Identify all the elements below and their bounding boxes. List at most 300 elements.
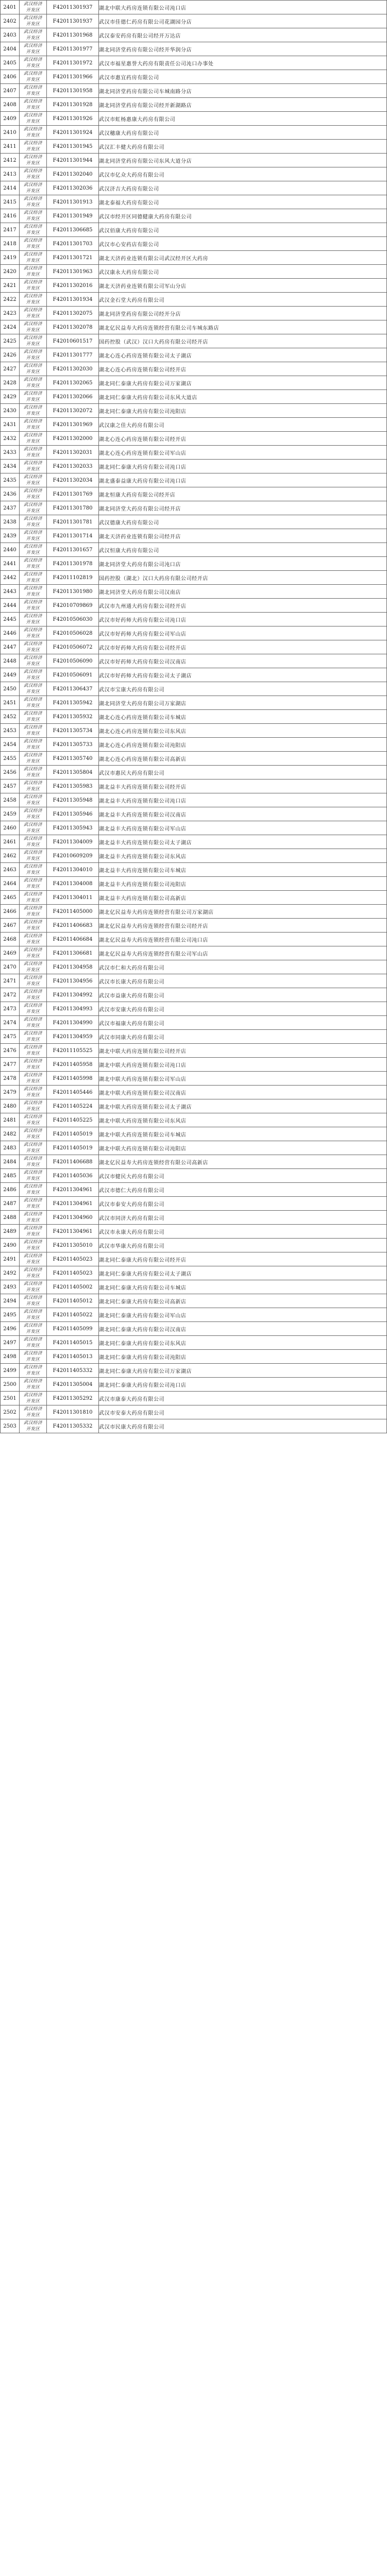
district-cell xyxy=(20,362,47,376)
row-number: 2413 xyxy=(1,167,20,181)
district-line-2: 开发区 xyxy=(26,1287,40,1293)
table-row xyxy=(1,42,387,56)
license-code: F42011405022 xyxy=(47,1308,99,1322)
district-line-1: 武汉经济 xyxy=(23,697,42,702)
district-cell xyxy=(20,1030,47,1044)
row-number: 2426 xyxy=(1,348,20,362)
table-row xyxy=(1,779,387,793)
license-code: F42011306685 xyxy=(47,223,99,237)
district-line-2: 开发区 xyxy=(26,411,40,416)
table-row xyxy=(1,1392,387,1405)
district-cell xyxy=(20,946,47,960)
table-row xyxy=(1,933,387,946)
pharmacy-name: 武汉市好药师大药房有限公司太子湖店 xyxy=(99,668,387,682)
license-code: F42010506090 xyxy=(47,654,99,668)
license-code: F42011301937 xyxy=(47,1,99,14)
pharmacy-name: 武汉恒康大药房有限公司 xyxy=(99,543,387,557)
district-line-1: 武汉经济 xyxy=(23,1295,42,1300)
district-cell xyxy=(20,1002,47,1016)
district-line-1: 武汉经济 xyxy=(23,808,42,814)
pharmacy-name: 湖北心连心药房连锁有限公司军山店 xyxy=(99,446,387,460)
table-row xyxy=(1,974,387,988)
row-number: 2464 xyxy=(1,877,20,891)
district-cell xyxy=(20,98,47,112)
pharmacy-name: 武汉市安康大药房有限公司 xyxy=(99,1002,387,1016)
district-line-1: 武汉经济 xyxy=(23,252,42,257)
district-line-1: 武汉经济 xyxy=(23,29,42,35)
district-cell xyxy=(20,460,47,473)
license-code: F42011301972 xyxy=(47,56,99,70)
district-cell xyxy=(20,654,47,668)
pharmacy-name: 湖北益丰大药房连锁有限公司高新店 xyxy=(99,891,387,905)
district-cell xyxy=(20,195,47,209)
row-number: 2403 xyxy=(1,28,20,42)
table-row xyxy=(1,1072,387,1086)
license-code: F42011305010 xyxy=(47,1239,99,1252)
pharmacy-name: 武汉市福康大药房有限公司 xyxy=(99,1016,387,1030)
district-line-2: 开发区 xyxy=(26,1134,40,1140)
district-line-1: 武汉经济 xyxy=(23,377,42,382)
pharmacy-name: 国药控股（武汉）汉口大药房有限公司经开店 xyxy=(99,334,387,348)
table-row xyxy=(1,1183,387,1197)
license-code: F42010506091 xyxy=(47,668,99,682)
row-number: 2497 xyxy=(1,1336,20,1350)
row-number: 2500 xyxy=(1,1378,20,1392)
district-line-2: 开发区 xyxy=(26,22,40,27)
district-cell xyxy=(20,42,47,56)
pharmacy-name: 湖北恒康大药房有限公司经开店 xyxy=(99,487,387,501)
table-row xyxy=(1,807,387,821)
district-line-1: 武汉经济 xyxy=(23,1212,42,1217)
table-row xyxy=(1,640,387,654)
district-line-1: 武汉经济 xyxy=(23,767,42,772)
license-code: F42011304990 xyxy=(47,1016,99,1030)
district-cell xyxy=(20,209,47,223)
pharmacy-name: 湖北心连心药房连锁有限公司经开店 xyxy=(99,432,387,446)
table-row xyxy=(1,404,387,418)
row-number: 2496 xyxy=(1,1322,20,1336)
table-row xyxy=(1,28,387,42)
district-line-2: 开发区 xyxy=(26,8,40,13)
table-row xyxy=(1,1058,387,1072)
pharmacy-name: 武汉康永大药房有限公司 xyxy=(99,265,387,279)
license-code: F42011405023 xyxy=(47,1252,99,1266)
district-cell xyxy=(20,738,47,752)
district-line-2: 开发区 xyxy=(26,216,40,222)
district-cell xyxy=(20,1294,47,1308)
table-row xyxy=(1,279,387,293)
table-row xyxy=(1,1336,387,1350)
pharmacy-name: 湖北心连心药房连锁有限公司沌阳店 xyxy=(99,738,387,752)
district-line-2: 开发区 xyxy=(26,550,40,555)
row-number: 2476 xyxy=(1,1044,20,1058)
row-number: 2468 xyxy=(1,933,20,946)
district-line-2: 开发区 xyxy=(26,1162,40,1167)
district-line-2: 开发区 xyxy=(26,355,40,361)
district-cell xyxy=(20,710,47,724)
district-cell xyxy=(20,919,47,933)
district-line-2: 开发区 xyxy=(26,1371,40,1376)
row-number: 2425 xyxy=(1,334,20,348)
district-line-2: 开发区 xyxy=(26,1218,40,1223)
district-cell xyxy=(20,251,47,265)
license-code: F42011301945 xyxy=(47,140,99,154)
license-code: F42011301963 xyxy=(47,265,99,279)
district-line-1: 武汉经济 xyxy=(23,1003,42,1008)
row-number: 2435 xyxy=(1,473,20,487)
district-line-2: 开发区 xyxy=(26,995,40,1001)
district-line-1: 武汉经济 xyxy=(23,1337,42,1342)
district-line-1: 武汉经济 xyxy=(23,961,42,967)
license-code: F42011304010 xyxy=(47,863,99,877)
license-code: F42011405332 xyxy=(47,1364,99,1378)
license-code: F42011405225 xyxy=(47,1113,99,1127)
row-number: 2411 xyxy=(1,140,20,154)
district-cell xyxy=(20,404,47,418)
license-code: F42011305983 xyxy=(47,779,99,793)
license-code: F42011306437 xyxy=(47,682,99,696)
license-code: F42011301968 xyxy=(47,28,99,42)
district-cell xyxy=(20,821,47,835)
district-line-1: 武汉经济 xyxy=(23,586,42,591)
district-line-1: 武汉经济 xyxy=(23,15,42,21)
district-line-1: 武汉经济 xyxy=(23,1198,42,1203)
district-cell xyxy=(20,1405,47,1419)
pharmacy-name: 湖北同仁泰康大药房有限公司高新店 xyxy=(99,1294,387,1308)
row-number: 2412 xyxy=(1,154,20,167)
district-cell xyxy=(20,1225,47,1239)
district-line-1: 武汉经济 xyxy=(23,558,42,563)
district-line-2: 开发区 xyxy=(26,940,40,945)
pharmacy-name: 湖北益丰大药房连锁有限公司太子湖店 xyxy=(99,835,387,849)
district-line-2: 开发区 xyxy=(26,286,40,291)
table-row xyxy=(1,1322,387,1336)
row-number: 2446 xyxy=(1,626,20,640)
row-number: 2484 xyxy=(1,1155,20,1169)
pharmacy-name: 湖北同济堂药房有限公司东风大道分店 xyxy=(99,154,387,167)
district-line-1: 武汉经济 xyxy=(23,572,42,577)
row-number: 2499 xyxy=(1,1364,20,1378)
row-number: 2479 xyxy=(1,1086,20,1099)
district-line-2: 开发区 xyxy=(26,703,40,708)
district-cell xyxy=(20,1322,47,1336)
district-line-1: 武汉经济 xyxy=(23,683,42,688)
table-row xyxy=(1,181,387,195)
district-cell xyxy=(20,1419,47,1433)
pharmacy-name: 武汉市佳德仁药房有限公司花湖园分店 xyxy=(99,14,387,28)
district-cell xyxy=(20,1252,47,1266)
district-line-2: 开发区 xyxy=(26,1079,40,1084)
table-row xyxy=(1,988,387,1002)
district-cell xyxy=(20,1058,47,1072)
table-row xyxy=(1,1127,387,1141)
district-line-2: 开发区 xyxy=(26,606,40,611)
license-code: F42011301926 xyxy=(47,112,99,126)
license-code: F42011305292 xyxy=(47,1392,99,1405)
row-number: 2489 xyxy=(1,1225,20,1239)
license-code: F42011406683 xyxy=(47,919,99,933)
table-row xyxy=(1,307,387,320)
district-cell xyxy=(20,126,47,140)
district-cell xyxy=(20,28,47,42)
row-number: 2490 xyxy=(1,1239,20,1252)
row-number: 2407 xyxy=(1,84,20,98)
pharmacy-name: 湖北同仁泰康大药房有限公司车城店 xyxy=(99,1280,387,1294)
license-code: F42011305948 xyxy=(47,793,99,807)
row-number: 2462 xyxy=(1,849,20,863)
district-cell xyxy=(20,835,47,849)
district-line-1: 武汉经济 xyxy=(23,822,42,827)
license-code: F42011405224 xyxy=(47,1099,99,1113)
district-line-1: 武汉经济 xyxy=(23,155,42,160)
district-cell xyxy=(20,988,47,1002)
pharmacy-name: 武汉市康泰大药房有限公司 xyxy=(99,1392,387,1405)
pharmacy-name: 湖北中联大药房连锁有限公司东风店 xyxy=(99,1113,387,1127)
district-cell xyxy=(20,223,47,237)
row-number: 2404 xyxy=(1,42,20,56)
district-cell xyxy=(20,1364,47,1378)
row-number: 2469 xyxy=(1,946,20,960)
license-code: F42011102819 xyxy=(47,571,99,585)
pharmacy-name: 湖北益丰大药房连锁有限公司汉南店 xyxy=(99,807,387,821)
license-code: F42011301780 xyxy=(47,501,99,515)
license-code: F42011302033 xyxy=(47,460,99,473)
district-line-1: 武汉经济 xyxy=(23,321,42,327)
district-line-2: 开发区 xyxy=(26,481,40,486)
district-line-1: 武汉经济 xyxy=(23,836,42,841)
row-number: 2454 xyxy=(1,738,20,752)
row-number: 2421 xyxy=(1,279,20,293)
district-cell xyxy=(20,752,47,766)
district-line-2: 开发区 xyxy=(26,1413,40,1418)
district-cell xyxy=(20,1211,47,1225)
license-code: F42010506028 xyxy=(47,626,99,640)
row-number: 2502 xyxy=(1,1405,20,1419)
row-number: 2471 xyxy=(1,974,20,988)
table-row xyxy=(1,56,387,70)
district-line-1: 武汉经济 xyxy=(23,1073,42,1078)
license-code: F42011302066 xyxy=(47,390,99,404)
district-line-1: 武汉经济 xyxy=(23,294,42,299)
row-number: 2491 xyxy=(1,1252,20,1266)
pharmacy-name: 武汉德康大药房有限公司 xyxy=(99,515,387,529)
district-cell xyxy=(20,807,47,821)
district-line-1: 武汉经济 xyxy=(23,1406,42,1412)
row-number: 2414 xyxy=(1,181,20,195)
district-line-1: 武汉经济 xyxy=(23,349,42,354)
district-line-1: 武汉经济 xyxy=(23,1226,42,1231)
license-code: F42011405023 xyxy=(47,1266,99,1280)
district-line-2: 开发区 xyxy=(26,564,40,569)
district-line-1: 武汉经济 xyxy=(23,266,42,271)
pharmacy-name: 湖北同仁泰康大药房有限公司沌口店 xyxy=(99,460,387,473)
license-code: F42011305946 xyxy=(47,807,99,821)
license-code: F42011304011 xyxy=(47,891,99,905)
pharmacy-name: 湖北同仁泰康大药房有限公司太子湖店 xyxy=(99,1266,387,1280)
row-number: 2405 xyxy=(1,56,20,70)
license-code: F42011301977 xyxy=(47,42,99,56)
district-cell xyxy=(20,112,47,126)
pharmacy-name: 湖北盛泰益康大药房有限公司沌口店 xyxy=(99,473,387,487)
table-row xyxy=(1,1197,387,1211)
license-code: F42011305740 xyxy=(47,752,99,766)
pharmacy-name: 湖北亿民益寿大药房连锁经营有限公司车城东路店 xyxy=(99,320,387,334)
pharmacy-name: 湖北益丰大药房连锁有限公司东风店 xyxy=(99,849,387,863)
district-line-1: 武汉经济 xyxy=(23,989,42,994)
district-cell xyxy=(20,1392,47,1405)
table-row xyxy=(1,126,387,140)
district-cell xyxy=(20,557,47,571)
row-number: 2452 xyxy=(1,710,20,724)
district-line-2: 开发区 xyxy=(26,1329,40,1334)
district-line-1: 武汉经济 xyxy=(23,1351,42,1356)
pharmacy-name: 武汉市心安药店有限公司 xyxy=(99,237,387,251)
license-code: F42011302065 xyxy=(47,376,99,390)
license-code: F42011302031 xyxy=(47,446,99,460)
row-number: 2470 xyxy=(1,960,20,974)
district-line-2: 开发区 xyxy=(26,369,40,375)
table-row xyxy=(1,1211,387,1225)
district-line-1: 武汉经济 xyxy=(23,781,42,786)
table-row xyxy=(1,1141,387,1155)
license-code: F42011301928 xyxy=(47,98,99,112)
pharmacy-name: 武汉市健民大药房有限公司 xyxy=(99,1169,387,1183)
district-line-2: 开发区 xyxy=(26,634,40,639)
district-line-2: 开发区 xyxy=(26,926,40,931)
district-cell xyxy=(20,1308,47,1322)
district-line-1: 武汉经济 xyxy=(23,405,42,410)
table-row xyxy=(1,418,387,432)
row-number: 2501 xyxy=(1,1392,20,1405)
district-line-1: 武汉经济 xyxy=(23,238,42,243)
row-number: 2465 xyxy=(1,891,20,905)
license-code: F42011301969 xyxy=(47,418,99,432)
district-cell xyxy=(20,585,47,599)
district-line-1: 武汉经济 xyxy=(23,2,42,7)
district-cell xyxy=(20,599,47,613)
table-row xyxy=(1,167,387,181)
license-code: F42011304961 xyxy=(47,1197,99,1211)
row-number: 2482 xyxy=(1,1127,20,1141)
district-line-2: 开发区 xyxy=(26,230,40,235)
table-row xyxy=(1,1225,387,1239)
row-number: 2493 xyxy=(1,1280,20,1294)
district-cell xyxy=(20,1044,47,1058)
row-number: 2436 xyxy=(1,487,20,501)
district-line-1: 武汉经济 xyxy=(23,1100,42,1106)
table-row xyxy=(1,905,387,919)
license-code: F42011405002 xyxy=(47,1280,99,1294)
row-number: 2423 xyxy=(1,307,20,320)
district-cell xyxy=(20,348,47,362)
row-number: 2441 xyxy=(1,557,20,571)
district-cell xyxy=(20,1183,47,1197)
row-number: 2457 xyxy=(1,779,20,793)
row-number: 2410 xyxy=(1,126,20,140)
license-code: F42011301913 xyxy=(47,195,99,209)
row-number: 2498 xyxy=(1,1350,20,1364)
table-row xyxy=(1,14,387,28)
district-cell xyxy=(20,1266,47,1280)
pharmacy-name: 湖北中联大药房连锁有限公司汉南店 xyxy=(99,1086,387,1099)
district-line-2: 开发区 xyxy=(26,954,40,959)
row-number: 2474 xyxy=(1,1016,20,1030)
table-row xyxy=(1,529,387,543)
table-row xyxy=(1,668,387,682)
pharmacy-name: 武汉市同济大药房有限公司 xyxy=(99,1211,387,1225)
district-line-2: 开发区 xyxy=(26,175,40,180)
row-number: 2440 xyxy=(1,543,20,557)
table-row xyxy=(1,766,387,779)
row-number: 2445 xyxy=(1,613,20,626)
district-line-2: 开发区 xyxy=(26,675,40,681)
district-cell xyxy=(20,571,47,585)
table-row xyxy=(1,626,387,640)
pharmacy-name: 湖北心连心药房连锁有限公司经开店 xyxy=(99,362,387,376)
table-row xyxy=(1,1016,387,1030)
pharmacy-name: 湖北同仁泰康大药房有限公司沌阳店 xyxy=(99,1350,387,1364)
pharmacy-name: 湖北中联大药房连锁有限公司太子湖店 xyxy=(99,1099,387,1113)
district-line-2: 开发区 xyxy=(26,592,40,597)
pharmacy-name: 国药控股（湖北）汉口大药房有限公司经开店 xyxy=(99,571,387,585)
license-code: F42011406684 xyxy=(47,933,99,946)
district-cell xyxy=(20,640,47,654)
district-line-1: 武汉经济 xyxy=(23,850,42,855)
table-row xyxy=(1,237,387,251)
table-row xyxy=(1,140,387,154)
district-line-1: 武汉经济 xyxy=(23,447,42,452)
pharmacy-name: 湖北亿民益寿大药房连锁经营有限公司军山店 xyxy=(99,946,387,960)
district-line-1: 武汉经济 xyxy=(23,1379,42,1384)
district-line-2: 开发区 xyxy=(26,1204,40,1209)
district-line-2: 开发区 xyxy=(26,105,40,110)
row-number: 2475 xyxy=(1,1030,20,1044)
pharmacy-name: 湖北同仁泰康大药房有限公司东风店 xyxy=(99,1336,387,1350)
table-row xyxy=(1,1308,387,1322)
district-line-1: 武汉经济 xyxy=(23,1240,42,1245)
pharmacy-name: 湖北益丰大药房连锁有限公司经开店 xyxy=(99,779,387,793)
table-row xyxy=(1,265,387,279)
row-number: 2419 xyxy=(1,251,20,265)
district-cell xyxy=(20,891,47,905)
district-line-2: 开发区 xyxy=(26,161,40,166)
table-row xyxy=(1,293,387,307)
pharmacy-name: 湖北同仁泰康大药房有限公司沌口店 xyxy=(99,1378,387,1392)
table-row xyxy=(1,1405,387,1419)
license-code: F42011305733 xyxy=(47,738,99,752)
pharmacy-name: 湖北中联大药房连锁有限公司军山店 xyxy=(99,1072,387,1086)
district-line-2: 开发区 xyxy=(26,509,40,514)
table-row xyxy=(1,1252,387,1266)
table-row xyxy=(1,515,387,529)
table-row xyxy=(1,863,387,877)
district-line-2: 开发区 xyxy=(26,1107,40,1112)
district-cell xyxy=(20,1155,47,1169)
district-line-1: 武汉经济 xyxy=(23,168,42,174)
pharmacy-name: 武汉市宝康大药房有限公司 xyxy=(99,682,387,696)
district-cell xyxy=(20,766,47,779)
pharmacy-name: 武汉金石堂大药房有限公司 xyxy=(99,293,387,307)
pharmacy-name: 湖北同仁泰康大药房有限公司东风大道店 xyxy=(99,390,387,404)
table-row xyxy=(1,821,387,835)
table-row xyxy=(1,473,387,487)
pharmacy-name: 湖北亿民益寿大药房连锁经营有限公司高新店 xyxy=(99,1155,387,1169)
row-number: 2449 xyxy=(1,668,20,682)
row-number: 2416 xyxy=(1,209,20,223)
pharmacy-name: 湖北天济药业连锁有限公司经开店 xyxy=(99,529,387,543)
row-number: 2443 xyxy=(1,585,20,599)
district-cell xyxy=(20,154,47,167)
